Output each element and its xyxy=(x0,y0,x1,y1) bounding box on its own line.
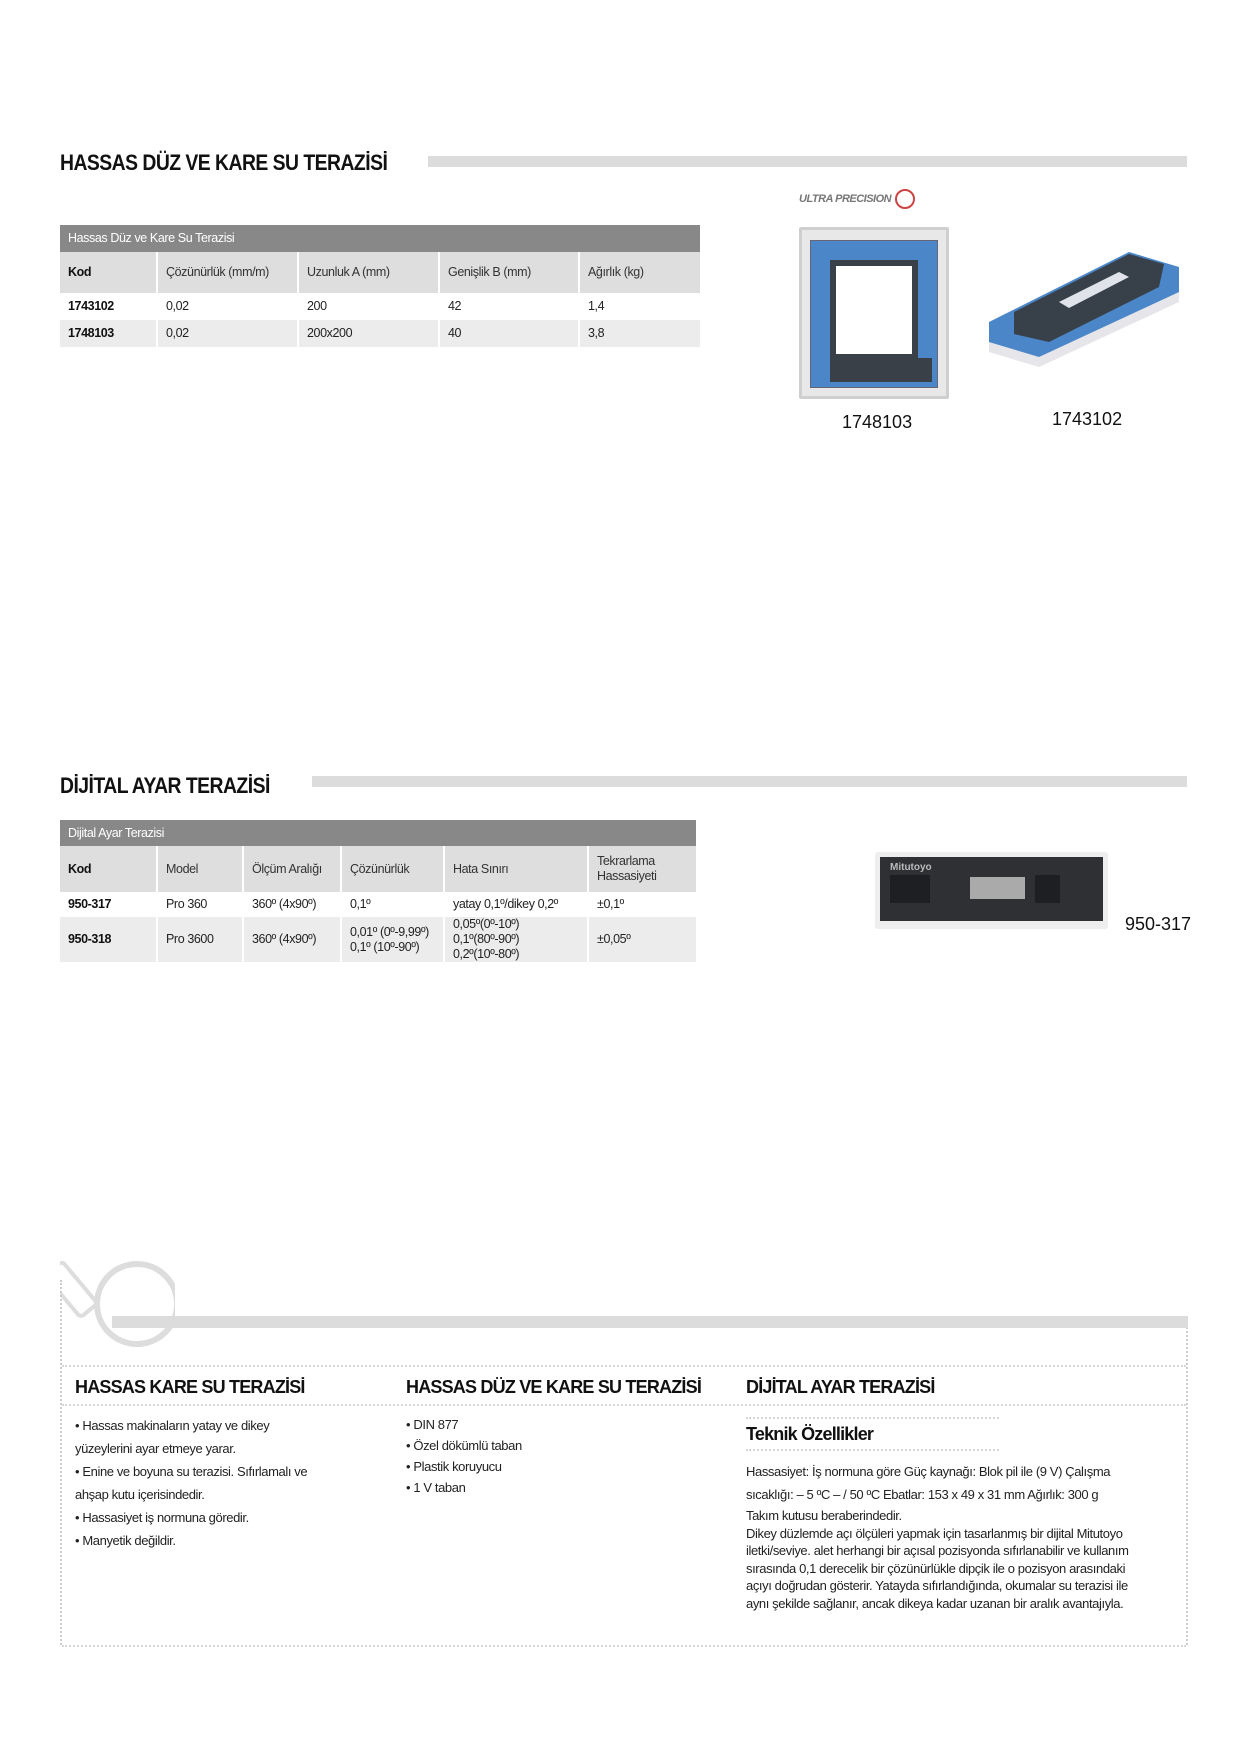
table-caption: Hassas Düz ve Kare Su Terazisi xyxy=(60,225,700,252)
dotted-divider xyxy=(746,1449,999,1451)
text-line: • Hassas makinaların yatay ve dikey xyxy=(75,1418,270,1433)
box-border-right xyxy=(1186,1318,1188,1645)
spec-table xyxy=(60,225,700,347)
text-line: • Özel dökümlü taban xyxy=(406,1438,522,1453)
dotted-divider xyxy=(62,1365,1186,1367)
title-divider xyxy=(312,776,1187,787)
cell: 0,05º(0º-10º) 0,1º(80º-90º) 0,2º(10º-80º) xyxy=(444,917,588,962)
col-header: Tekrarlama Hassasiyeti xyxy=(588,846,696,892)
dotted-divider xyxy=(62,1404,1186,1406)
cell: 200x200 xyxy=(298,320,439,347)
cell: 200 xyxy=(298,293,439,320)
cell: 0,02 xyxy=(157,293,298,320)
cell: 0,01º (0º-9,99º) 0,1º (10º-90º) xyxy=(341,917,444,962)
cell: 360º (4x90º) xyxy=(243,917,341,962)
spec-table xyxy=(60,820,696,962)
col-header: Kod xyxy=(60,846,157,892)
cell: 0,1º xyxy=(341,892,444,917)
text-line: • DIN 877 xyxy=(406,1417,459,1432)
cell: ±0,05º xyxy=(588,917,696,962)
cell: Pro 3600 xyxy=(157,917,243,962)
text-line: • Hassasiyet iş normuna göredir. xyxy=(75,1510,249,1525)
dotted-divider xyxy=(746,1417,999,1419)
ultra-precision-logo xyxy=(799,186,951,212)
text-line: iletki/seviye. alet herhangi bir açısal pozisyonda sıfırlanabilir ve kullanım xyxy=(746,1543,1129,1558)
dotted-divider xyxy=(62,1645,1186,1647)
info-col-title: HASSAS KARE SU TERAZİSİ xyxy=(75,1377,305,1397)
col-header: Ağırlık (kg) xyxy=(579,252,700,293)
info-col1-text xyxy=(75,1414,307,1552)
logo-text: ULTRA PRECISION xyxy=(799,193,892,205)
col-header: Model xyxy=(157,846,243,892)
table-row xyxy=(60,917,696,962)
cell: 360º (4x90º) xyxy=(243,892,341,917)
image-label: 950-317 xyxy=(1125,914,1192,934)
table-row xyxy=(60,892,696,917)
cell: 1743102 xyxy=(68,299,114,313)
info-col-title: HASSAS DÜZ VE KARE SU TERAZİSİ xyxy=(406,1377,702,1397)
cell: 40 xyxy=(439,320,579,347)
col-header: Çözünürlük (mm/m) xyxy=(157,252,298,293)
cell: 950-317 xyxy=(68,897,112,911)
cell: 0,02 xyxy=(157,320,298,347)
col-header: Uzunluk A (mm) xyxy=(298,252,439,293)
col-header: Ölçüm Aralığı xyxy=(243,846,341,892)
text-line: • Enine ve boyuna su terazisi. Sıfırlamalı ve xyxy=(75,1464,308,1479)
text-line: ahşap kutu içerisindedir. xyxy=(75,1487,205,1502)
magnifier-icon xyxy=(60,1254,175,1354)
logo-seal-icon xyxy=(895,189,915,209)
col-header: Genişlik B (mm) xyxy=(439,252,579,293)
cell: 1,4 xyxy=(579,293,700,320)
bar-level-image xyxy=(979,242,1187,372)
cell: yatay 0,1º/dikey 0,2º xyxy=(444,892,588,917)
device-brand: Mitutoyo xyxy=(890,862,932,873)
col-header: Kod xyxy=(60,252,157,293)
text-line: • Manyetik değildir. xyxy=(75,1533,176,1548)
image-label: 1743102 xyxy=(1052,409,1123,429)
cell: 42 xyxy=(439,293,579,320)
cell: Pro 360 xyxy=(157,892,243,917)
text-line: • 1 V taban xyxy=(406,1480,466,1495)
text-line: Hassasiyet: İş normuna göre Güç kaynağı: Blok pil ile (9 V) Çalışma xyxy=(746,1464,1111,1479)
title-divider xyxy=(428,156,1187,167)
col-header: Hata Sınırı xyxy=(444,846,588,892)
text-line: sıcaklığı: – 5 ºC – / 50 ºC Ebatlar: 153 x 49 x 31 mm Ağırlık: 300 g xyxy=(746,1487,1099,1502)
cell: ±0,1º xyxy=(588,892,696,917)
text-line: yüzeylerini ayar etmeye yarar. xyxy=(75,1441,236,1456)
square-level-image xyxy=(799,227,949,399)
cell: 3,8 xyxy=(579,320,700,347)
section-title: DİJİTAL AYAR TERAZİSİ xyxy=(60,773,270,798)
text-line: açıyı doğrudan gösterir. Yatayda sıfırlandığında, okumalar su terazisi ile xyxy=(746,1578,1128,1593)
digital-level-image xyxy=(875,852,1108,929)
info-col-title: DİJİTAL AYAR TERAZİSİ xyxy=(746,1377,935,1397)
text-line: Dikey düzlemde açı ölçüleri yapmak için tasarlanmış bir dijital Mitutoyo xyxy=(746,1525,1123,1541)
info-divider xyxy=(112,1316,1188,1328)
cell: 950-318 xyxy=(60,917,157,962)
info-subtitle: Teknik Özellikler xyxy=(746,1424,874,1444)
info-col3-description xyxy=(746,1507,1129,1612)
text-line: Takım kutusu beraberindedir. xyxy=(746,1508,902,1523)
box-border-left xyxy=(60,1280,62,1645)
col-header: Çözünürlük xyxy=(341,846,444,892)
table-row xyxy=(60,320,700,347)
section-title: HASSAS DÜZ VE KARE SU TERAZİSİ xyxy=(60,150,388,175)
text-line: sırasında 0,1 derecelik bir çözünürlükle dipçik ile o pozisyon arasındaki xyxy=(746,1560,1126,1576)
table-caption: Dijital Ayar Terazisi xyxy=(60,820,696,846)
text-line: aynı şekilde sağlanır, ancak dikeya kadar uzanan bir aralık avantajıyla. xyxy=(746,1595,1124,1611)
text-line: • Plastik koruyucu xyxy=(406,1459,502,1474)
info-col2-text xyxy=(406,1414,522,1498)
table-row xyxy=(60,293,700,320)
cell: 1748103 xyxy=(60,320,157,347)
info-col3-specs xyxy=(746,1460,1110,1506)
image-label: 1748103 xyxy=(842,412,913,432)
